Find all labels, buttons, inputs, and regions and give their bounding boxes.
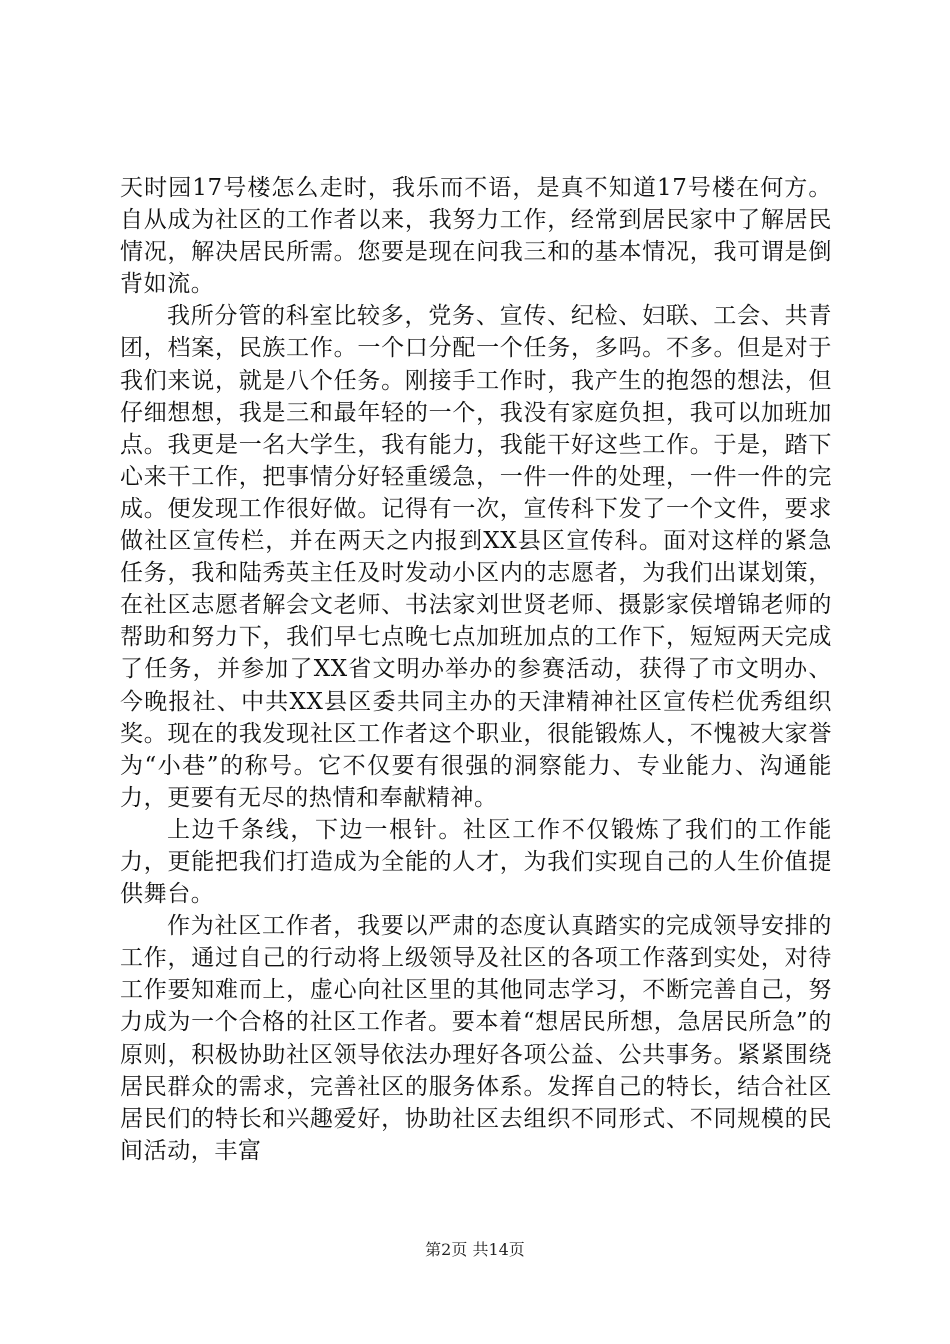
paragraph-continued: 天时园17号楼怎么走时，我乐而不语，是真不知道17号楼在何方。自从成为社区的工作者以来，我努力工作，经常到居民家中了解居民情况，解决居民所需。您要是现在问我三和的基本情况，我可谓是倒背如流。 bbox=[120, 175, 832, 298]
paragraph-as-community-worker: 作为社区工作者，我要以严肃的态度认真踏实的完成领导安排的工作，通过自己的行动将上级领导及社区的各项工作落到实处，对待工作要知难而上，虚心向社区里的其他同志学习，不断完善自己，努力成为一个合格的社区工作者。要本着“想居民所想，急居民所急”的原则，积极协助社区领导依法办理好各项公益、公共事务。紧紧围绕居民群众的需求，完善社区的服务体系。发挥自己的特长，结合社区居民们的特长和兴趣爱好，协助社区去组织不同形式、不同规模的民间活动，丰富 bbox=[120, 913, 832, 1164]
paragraph-departments: 我所分管的科室比较多，党务、宣传、纪检、妇联、工会、共青团，档案，民族工作。一个口分配一个任务，多吗。不多。但是对于我们来说，就是八个任务。刚接手工作时，我产生的抱怨的想法，但仔细想想，我是三和最年轻的一个，我没有家庭负担，我可以加班加点。我更是一名大学生，我有能力，我能干好这些工作。于是，踏下心来干工作，把事情分好轻重缓急，一件一件的处理，一件一件的完成。便发现工作很好做。记得有一次，宣传科下发了一个文件，要求做社区宣传栏，并在两天之内报到XX县区宣传科。面对这样的紧急任务，我和陆秀英主任及时发动小区内的志愿者，为我们出谋划策，在社区志愿者解会文老师、书法家刘世贤老师、摄影家侯增锦老师的帮助和努力下，我们早七点晚七点加班加点的工作下，短短两天完成了任务，并参加了XX省文明办举办的参赛活动，获得了市文明办、今晚报社、中共XX县区委共同主办的天津精神社区宣传栏优秀组织奖。现在的我发现社区工作者这个职业，很能锻炼人，不愧被大家誉为“小巷”的称号。它不仅要有很强的洞察能力、专业能力、沟通能力，更要有无尽的热情和奉献精神。 bbox=[120, 303, 832, 811]
document-body bbox=[120, 172, 832, 1167]
paragraph-thousand-threads: 上边千条线，下边一根针。社区工作不仅锻炼了我们的工作能力，更能把我们打造成为全能的人才，为我们实现自己的人生价值提供舞台。 bbox=[120, 816, 832, 908]
page-footer: 第2页 共14页 bbox=[425, 1240, 525, 1259]
